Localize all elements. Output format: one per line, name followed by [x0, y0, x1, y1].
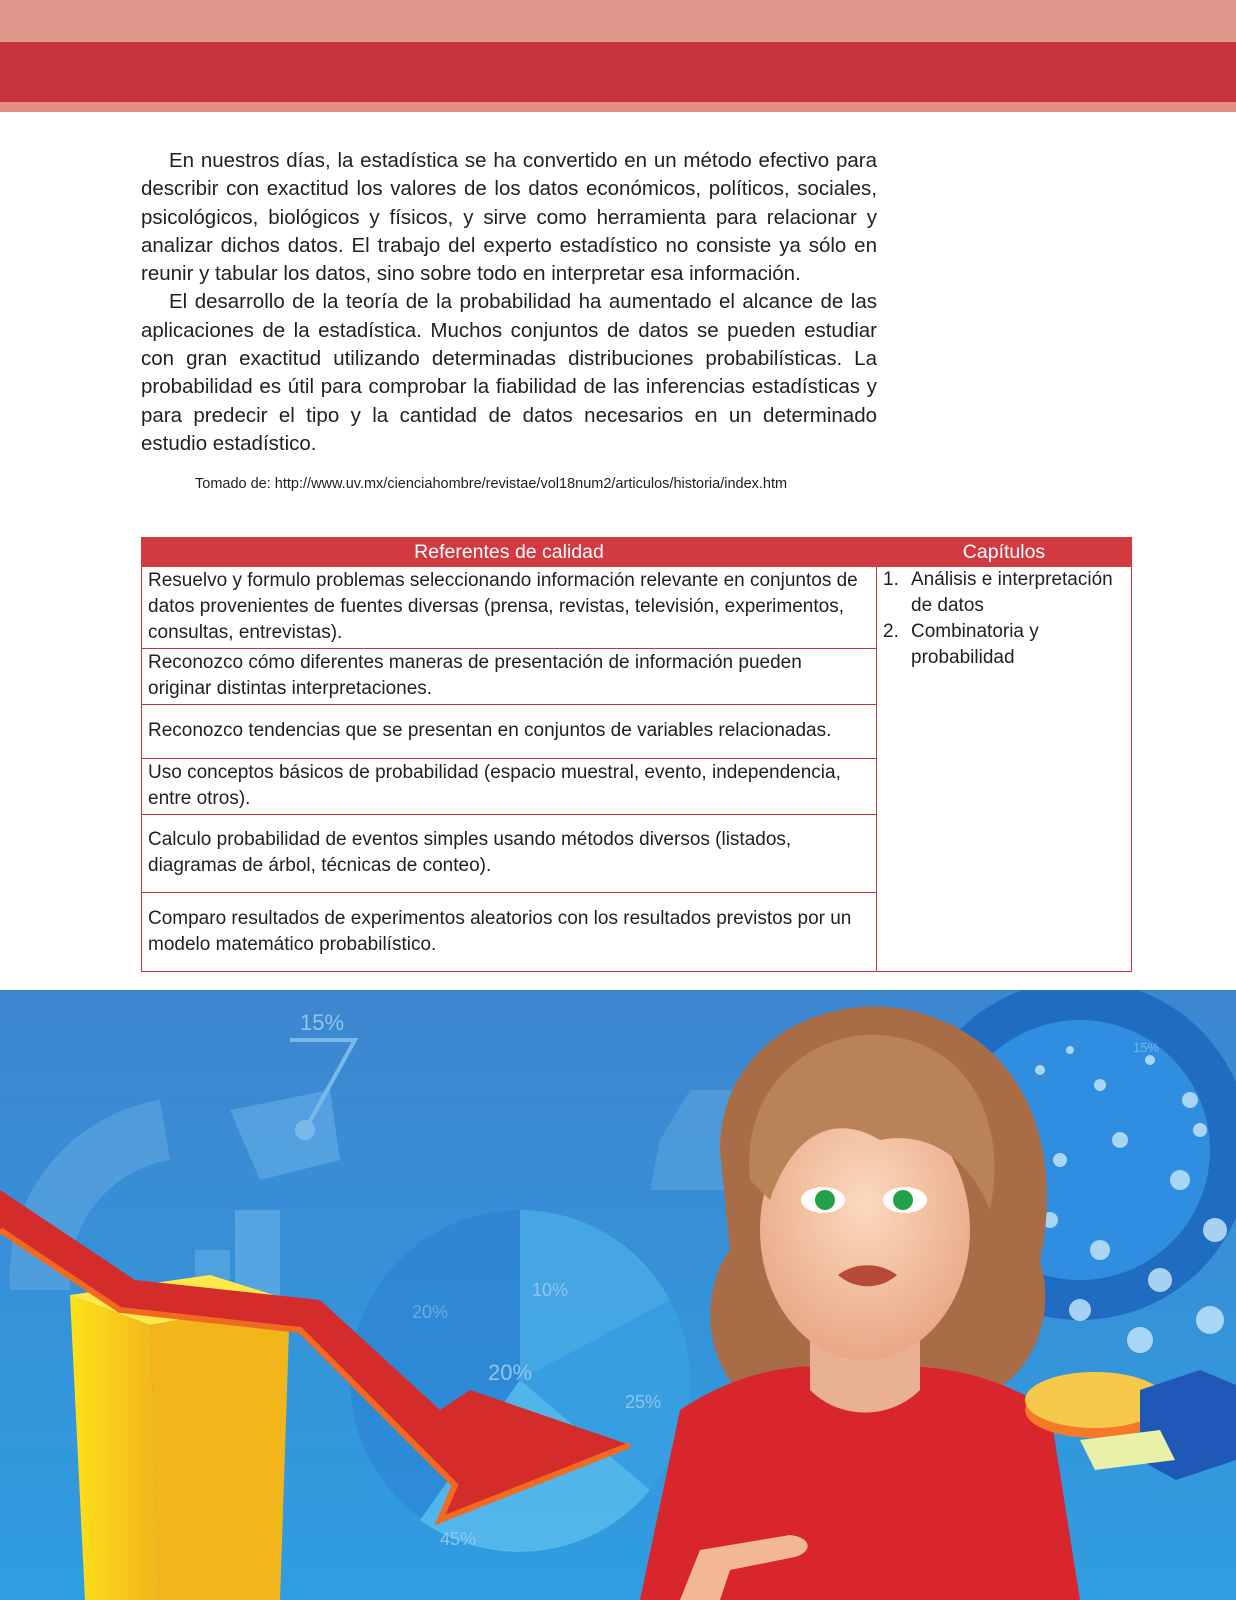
percent-label: 20%	[412, 1302, 449, 1322]
percent-label: 15%	[300, 1010, 345, 1035]
paragraph-2: El desarrollo de la teoría de la probabilidad ha aumentado el alcance de las aplicaciones de la estadística. Muchos conjuntos de datos se pueden estudiar con gran exactitud utilizando determinadas distribuciones probabilísticas. La probabilidad es útil para comprobar la fiabilidad de las inferencias estadísticas y para predecir el tipo y la cantidad de datos necesarios en un determinado estudio estadístico.	[141, 290, 877, 455]
bg-pointer-dot	[295, 1120, 315, 1140]
referente-cell: Resuelvo y formulo problemas seleccionando información relevante en conjuntos de datos provenientes de fuentes diversas (prensa, revistas, televisión, experimentos, consultas, entrevistas).	[142, 567, 877, 649]
cube-chart-3d	[1140, 1370, 1236, 1480]
capitulo-number: 2.	[883, 621, 899, 642]
illustration-svg	[0, 990, 1236, 1600]
referente-cell: Reconozco tendencias que se presentan en conjuntos de variables relacionadas.	[142, 705, 877, 759]
referente-cell: Uso conceptos básicos de probabilidad (espacio muestral, evento, independencia, entre otros).	[142, 759, 877, 815]
header-referentes: Referentes de calidad	[142, 538, 877, 567]
paragraph-1: En nuestros días, la estadística se ha convertido en un método efectivo para describir con exactitud los valores de los datos económicos, políticos, sociales, psicológicos, biológicos y físicos, y sirve como herramienta para relacionar y analizar dichos datos. El trabajo del experto estadístico no consiste ya sólo en reunir y tabular los datos, sino sobre todo en interpretar esa información.	[141, 149, 877, 286]
yellow-bar-front	[70, 1295, 160, 1600]
header-band-light	[0, 0, 1236, 42]
referente-cell: Reconozco cómo diferentes maneras de presentación de información pueden originar distintas interpretaciones.	[142, 649, 877, 705]
referente-cell: Comparo resultados de experimentos aleatorios con los resultados previstos por un modelo matemático probabilístico.	[142, 893, 877, 972]
source-citation: Tomado de: http://www.uv.mx/cienciahombre/revistae/vol18num2/articulos/historia/index.htm	[195, 476, 788, 492]
capitulo-label: Análisis e interpretación de datos	[911, 569, 1113, 616]
header-capitulos: Capítulos	[877, 538, 1132, 567]
capitulo-item	[883, 567, 1125, 619]
capitulos-cell	[877, 567, 1132, 972]
woman-iris-right	[893, 1190, 913, 1210]
quality-references-table	[141, 537, 1132, 972]
yellow-bar-side	[150, 1300, 290, 1600]
statistics-illustration	[0, 990, 1236, 1600]
capitulo-label: Combinatoria y probabilidad	[911, 621, 1039, 668]
intro-text	[141, 147, 877, 458]
percent-label: 20%	[488, 1360, 533, 1385]
percent-label: 25%	[625, 1392, 662, 1412]
percent-label: 10%	[532, 1280, 569, 1300]
percent-label: 15%	[1133, 1040, 1160, 1055]
capitulo-number: 1.	[883, 569, 899, 590]
referente-cell: Calculo probabilidad de eventos simples usando métodos diversos (listados, diagramas de árbol, técnicas de conteo).	[142, 815, 877, 893]
header-band-red	[0, 42, 1236, 102]
woman-iris-left	[815, 1190, 835, 1210]
capitulos-list	[883, 567, 1125, 671]
percent-label: 45%	[440, 1529, 477, 1549]
capitulo-item	[883, 619, 1125, 671]
header-band-strip	[0, 102, 1236, 112]
